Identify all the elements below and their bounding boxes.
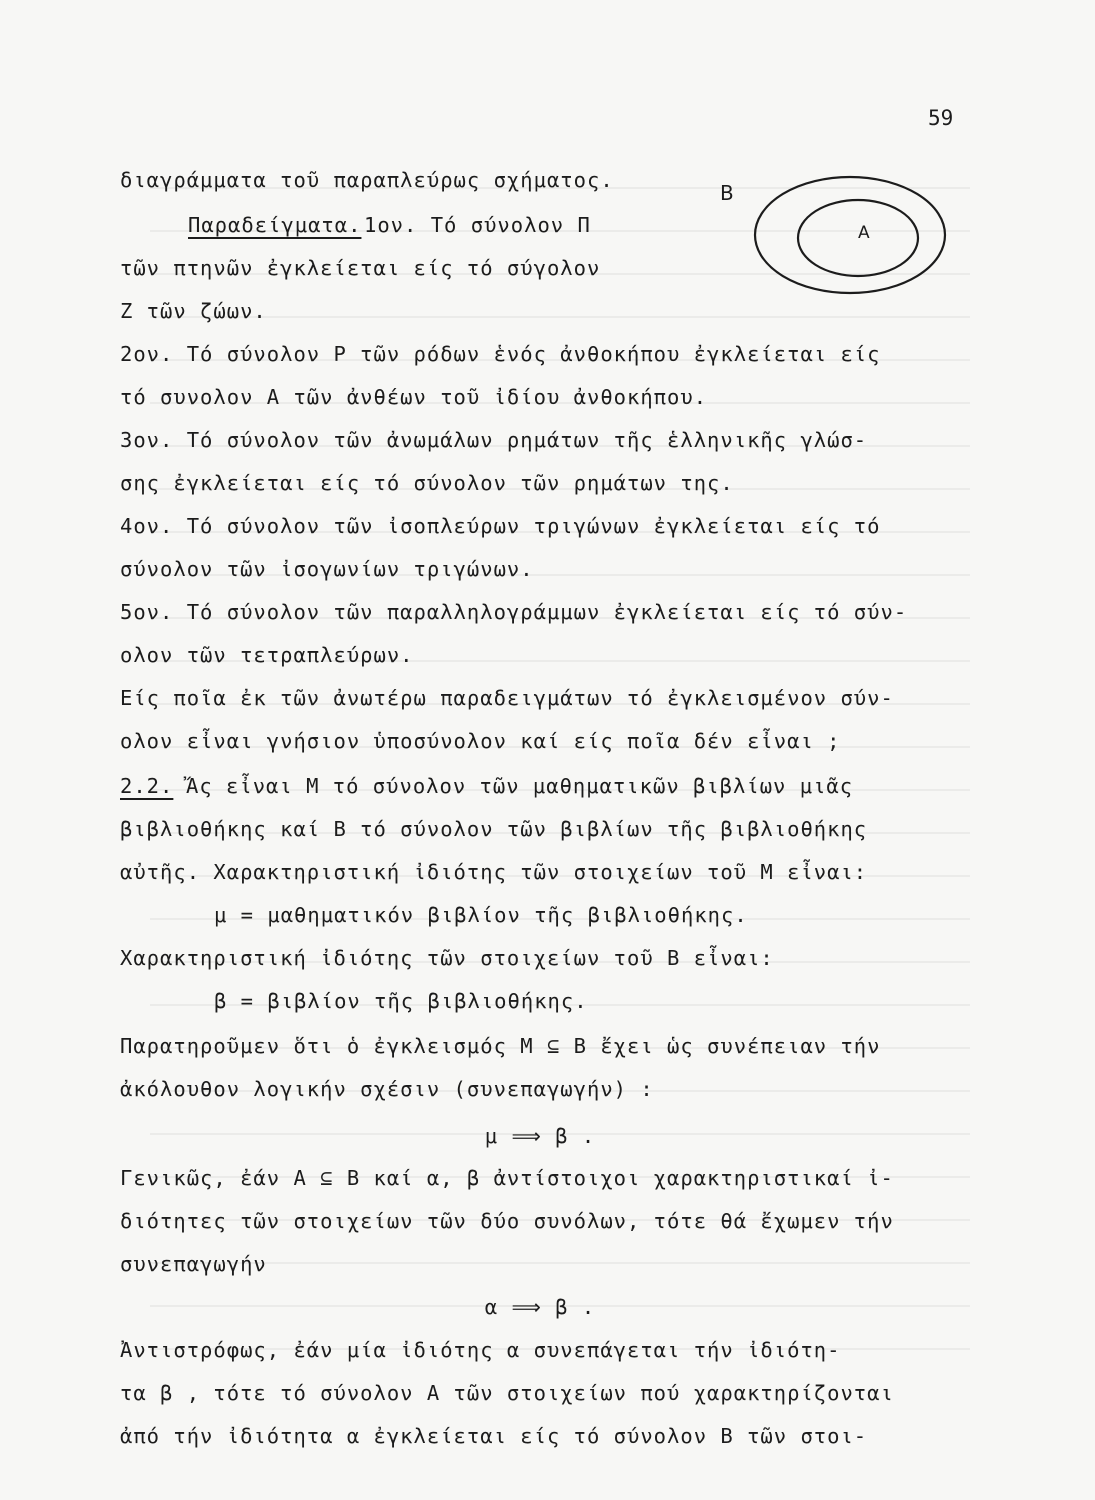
implication-formula: α ⟹ β . [484, 1295, 596, 1319]
venn-diagram [700, 160, 950, 300]
examples-heading: Παραδείγματα. [188, 213, 362, 237]
text-line: βιβλιοθήκης καί Β τό σύνολον τῶν βιβλίων τῆς βιβλιοθήκης [120, 817, 868, 841]
set-a-label: A [858, 223, 870, 243]
text-line: μ = μαθηματικόν βιβλίον τῆς βιβλιοθήκης. [214, 903, 748, 927]
text-line: αὐτῆς. Χαρακτηριστική ἰδιότης τῶν στοιχείων τοῦ Μ εἶναι: [120, 860, 868, 884]
text-line: διότητες τῶν στοιχείων τῶν δύο συνόλων, τότε θά ἔχωμεν τήν [120, 1209, 894, 1233]
text-line: Γενικῶς, ἐάν Α ⊆ Β καί α, β ἀντίστοιχοι χαρακτηριστικαί ἰ- [120, 1166, 894, 1190]
text-line: Παρατηροῦμεν ὅτι ὁ ἐγκλεισμός Μ ⊆ Β ἔχει ὡς συνέπειαν τήν [120, 1034, 881, 1058]
text-line: 5ον. Τό σύνολον τῶν παραλληλογράμμων ἐγκλείεται είς τό σύν- [120, 600, 908, 624]
text-line: β = βιβλίον τῆς βιβλιοθήκης. [214, 989, 588, 1013]
text-line: σης ἐγκλείεται είς τό σύνολον τῶν ρημάτων της. [120, 471, 734, 495]
text-line: 2ον. Τό σύνολον Ρ τῶν ρόδων ἑνός ἀνθοκήπου ἐγκλείεται είς [120, 342, 881, 366]
text-line: συνεπαγωγήν [120, 1252, 267, 1276]
section-number: 2.2. [120, 774, 174, 798]
text-line: Ἀντιστρόφως, ἐάν μία ἰδιότης α συνεπάγεται τήν ἰδιότη- [120, 1338, 841, 1362]
text-line: Ἄς εἶναι Μ τό σύνολον τῶν μαθηματικῶν βιβλίων μιᾶς [186, 774, 854, 798]
text-line: διαγράμματα τοῦ παραπλεύρως σχήματος. [120, 168, 614, 192]
text-line: ἀκόλουθον λογικήν σχέσιν (συνεπαγωγήν) : [120, 1077, 654, 1101]
page-number: 59 [928, 106, 954, 130]
text-line: ἀπό τήν ἰδιότητα α ἐγκλείεται είς τό σύνολον Β τῶν στοι- [120, 1424, 868, 1448]
text-line: σύνολον τῶν ἰσογωνίων τριγώνων. [120, 557, 534, 581]
implication-formula: μ ⟹ β . [484, 1124, 596, 1148]
text-line: ολον τῶν τετραπλεύρων. [120, 643, 414, 667]
text-line: τό συνολον Α τῶν ἀνθέων τοῦ ἰδίου ἀνθοκήπου. [120, 385, 708, 409]
text-line: τα β , τότε τό σύνολον Α τῶν στοιχείων πού χαρακτηρίζονται [120, 1381, 894, 1405]
text-line: Ζ τῶν ζώων. [120, 299, 267, 323]
text-line: 3ον. Τό σύνολον τῶν ἀνωμάλων ρημάτων τῆς ἑλληνικῆς γλώσ- [120, 428, 868, 452]
set-b-label: B [720, 181, 734, 205]
text-line: τῶν πτηνῶν ἐγκλείεται είς τό σύγολον [120, 256, 601, 280]
text-line: Χαρακτηριστική ἰδιότης τῶν στοιχείων τοῦ Β εἶναι: [120, 946, 774, 970]
text-line: 4ον. Τό σύνολον τῶν ἰσοπλεύρων τριγώνων ἐγκλείεται είς τό [120, 514, 881, 538]
text-line: ολον εἶναι γνήσιον ὑποσύνολον καί είς ποῖα δέν εἶναι ; [120, 729, 841, 753]
text-line: 1ον. Τό σύνολον Π [364, 213, 591, 237]
text-line: Είς ποῖα ἐκ τῶν ἀνωτέρω παραδειγμάτων τό ἐγκλεισμένον σύν- [120, 686, 894, 710]
